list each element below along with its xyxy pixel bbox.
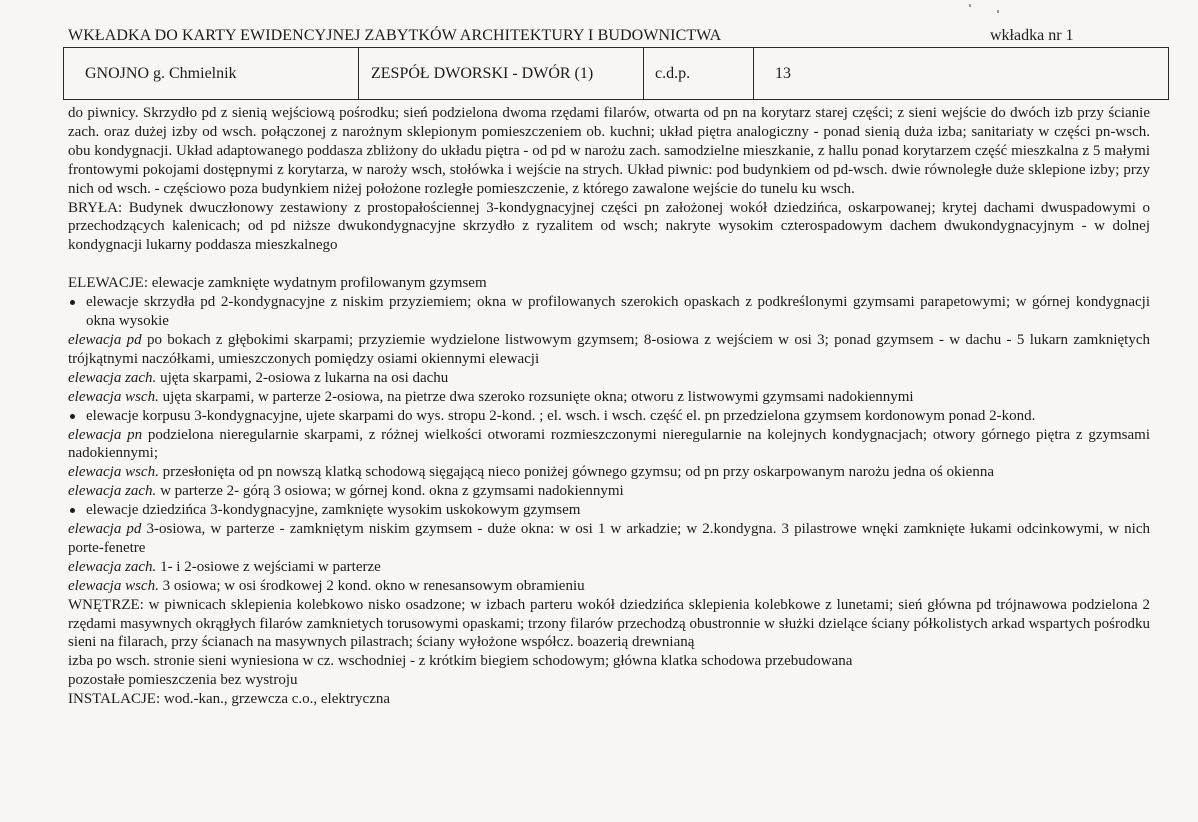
scan-speck (969, 4, 971, 7)
elevation-text: 1- i 2-osiowe z wejściami w parterze (156, 558, 381, 575)
elevation-label: elewacja wsch. (68, 577, 159, 594)
bullet-corps-elevations: elewacje korpusu 3-kondygnacyjne, ujete skarpami do wys. stropu 2-kond. ; el. wsch. i wsch. część el. pn przedzielona gzymsem kordonowym ponad 2-kond. (68, 407, 1150, 426)
insert-number: wkładka nr 1 (990, 27, 1074, 44)
elevation-entry (68, 482, 1150, 501)
scan-speck (997, 10, 999, 13)
document-title: WKŁADKA DO KARTY EWIDENCYJNEJ ZABYTKÓW ARCHITEKTURY I BUDOWNICTWA (68, 27, 722, 44)
elevation-label: elewacja zach. (68, 369, 157, 386)
elevation-entry (68, 388, 1150, 407)
elevation-entry (68, 331, 1150, 369)
form-paragraph: BRYŁA: Budynek dwuczłonowy zestawiony z prostopałościennej 3-kondygnacyjnej części pn założonej wokół dziedzińca, oskarpowanej; krytej dachami dwuspadowymi o przechodzących kalenicach; od pd niższe dwukondygnacyjne skrzydło z ryzalitem od wsch; nakryte wysokim czterospadowym dachem dwukondygnacyjnym - w dolnej kondygnacji lukarny poddasza mieszkalnego (68, 199, 1150, 254)
elevation-entry (68, 463, 1150, 482)
header-table (63, 47, 1169, 100)
object-name-cell: ZESPÓŁ DWORSKI - DWÓR (1) (359, 48, 644, 99)
elevation-text: podzielona nieregularnie skarpami, z różnej wielkości otworami rozmieszczonymi nieregularnie na kolejnych kondygnacjach; otwory górnego piętra z gzymsami nadokiennymi; (68, 426, 1150, 462)
elevation-label: elewacja zach. (68, 558, 157, 575)
elevation-label: elewacja pd (68, 331, 142, 348)
interior-paragraph: WNĘTRZE: w piwnicach sklepienia kolebkowo nisko osadzone; w izbach parteru wokół dziedzińca sklepienia kolebkowe z lunetami; sień główna pd trójnawowa podzielona 2 rzędami masywnych okrągłych filarów zamknietych torusowymi opaskami; trzony filarów przechodzą obustronnie w służki dzielące ściany półkolistych arkad wspartych pośrodku sieni na filarach, przy ścianach na masywnych pilastrach; ściany wyłożone współcz. boazerią drewnianą (68, 596, 1150, 651)
layout-paragraph: do piwnicy. Skrzydło pd z sienią wejściową pośrodku; sień podzielona dwoma rzędami filarów, otwarta od pn na korytarz starej części; z sieni wejście do dwóch izb przy ścianie zach. oraz dużej izby od wsch. połączonej z narożnym sklepionym pomieszczeniem ob. kuchni; układ piętra analogiczny - ponad sienią duża izba; sanitariaty w części pn-wsch. obu kondygnacji. Układ adaptowanego poddasza zbliżony do układu piętra - od pd w narożu zach. samodzielne mieszkanie, z hallu ponad korytarzem część mieszkalna z 5 małymi frontowymi pokojami dostępnymi z korytarza, w naroży wsch, stołówka i wejście na strych. Układ piwnic: pod budynkiem od pd-wsch. dwie równoległe duże sklepione izby; przy nich od wsch. - częściowo poza budynkiem niżej położone rozległe pomieszczenie, z którego zawalone wejście do tunelu ku wsch. (68, 105, 1150, 197)
continuation-label-cell: c.d.p. (644, 48, 754, 99)
elevation-entry (68, 426, 1150, 464)
elevation-text: po bokach z głębokimi skarpami; przyziemie wydzielone listwowym gzymsem; 8-osiowa z wejściem w osi 3; ponad gzymsem - w dachu - 5 lukarn zamkniętych trójkątnymi naczółkami, umieszczonych pomiędzy osiami okiennymi elewacji (68, 331, 1150, 367)
interior-line: izba po wsch. stronie sieni wyniesiona w cz. wschodniej - z krótkim biegiem schodowym; główna klatka schodowa przebudowana (68, 653, 853, 670)
bullet-wing-elevations: elewacje skrzydła pd 2-kondygnacyjne z niskim przyziemiem; okna w profilowanych szerokich opaskach z podkreślonymi gzymsami parapetowymi; w górnej kondygnacji okna wysokie (68, 293, 1150, 331)
document-body (68, 104, 1150, 709)
locality-cell: GNOJNO g. Chmielnik (64, 48, 359, 99)
elevation-entry (68, 520, 1150, 558)
bullet-courtyard-elevations: elewacje dziedzińca 3-kondygnacyjne, zamknięte wysokim uskokowym gzymsem (68, 501, 1150, 520)
elevation-text: 3-osiowa, w parterze - zamkniętym niskim gzymsem - duże okna: w osi 1 w arkadzie; w 2.kondygna. 3 pilastrowe wnęki zamknięte łukami odcinkowymi, w nich porte-fenetre (68, 521, 1150, 556)
elevation-text: ujęta skarpami, w parterze 2-osiowa, na pietrze dwa szeroko rozsunięte okna; otworu z listwowymi gzymsami nadokiennymi (158, 388, 914, 405)
elevation-label: elewacja wsch. (68, 388, 159, 405)
elevation-text: ujęta skarpami, 2-osiowa z lukarna na osi dachu (156, 369, 449, 386)
elevation-label: elewacja pn (68, 426, 143, 443)
elevation-label: elewacja wsch. (68, 464, 159, 481)
elevation-text: przesłonięta od pn nowszą klatką schodową sięgającą nieco poniżej gównego gzymsu; od pn przy oskarpowanym narożu jedna oś okienna (158, 464, 994, 481)
elevation-entry (68, 558, 1150, 577)
installations-line: INSTALACJE: wod.-kan., grzewcza c.o., elektryczna (68, 691, 391, 708)
blank-line (68, 255, 1150, 274)
elevation-text: w parterze 2- górą 3 osiowa; w górnej kond. okna z gzymsami nadokiennymi (156, 483, 624, 500)
elevation-entry (68, 369, 1150, 388)
elevation-text: 3 osiowa; w osi środkowej 2 kond. okno w renesansowym obramieniu (158, 577, 585, 594)
page-number-cell: 13 (775, 65, 791, 82)
elevation-entry (68, 577, 1150, 596)
elevations-intro: ELEWACJE: elewacje zamknięte wydatnym profilowanym gzymsem (68, 275, 487, 292)
interior-line: pozostałe pomieszczenia bez wystroju (68, 672, 298, 689)
elevation-label: elewacja pd (68, 521, 142, 538)
elevation-label: elewacja zach. (68, 483, 157, 500)
